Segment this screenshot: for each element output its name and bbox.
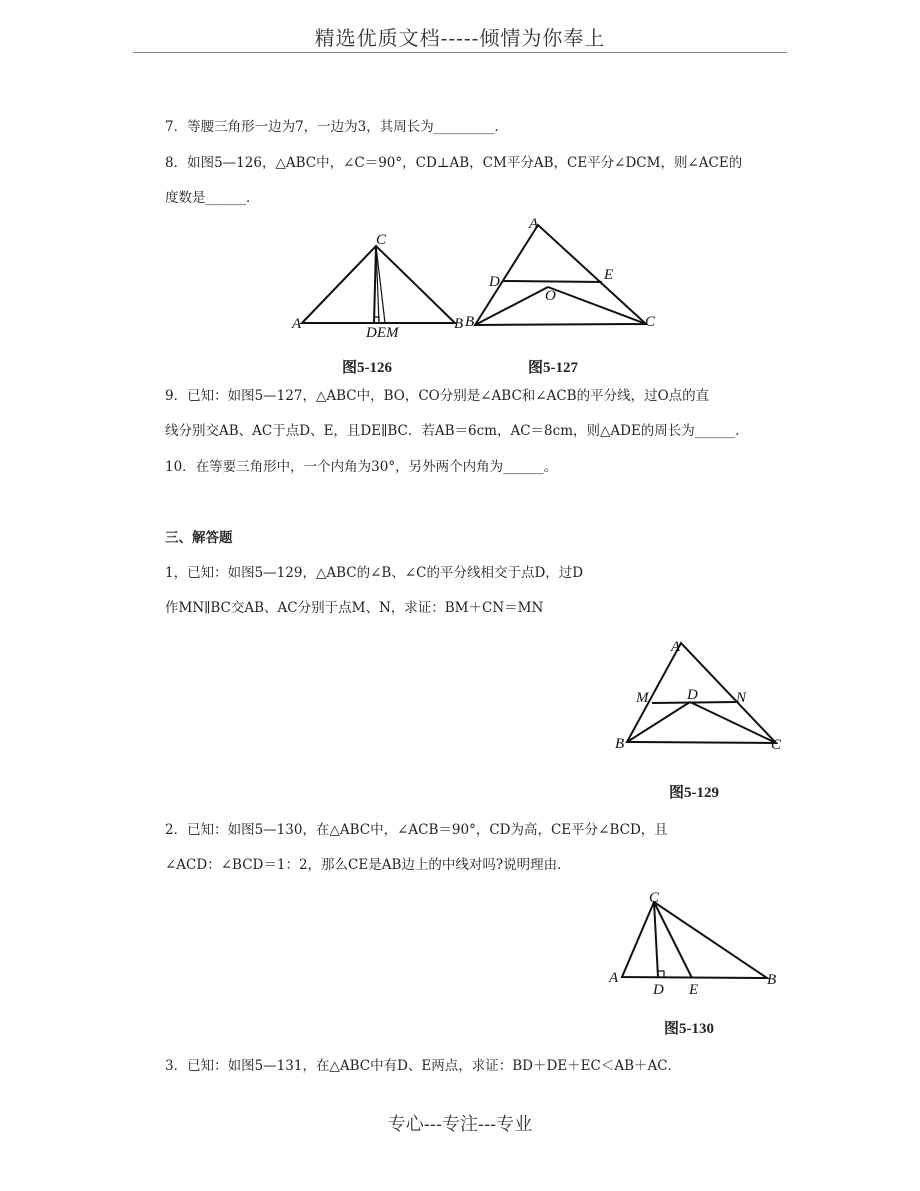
label-b: B (454, 316, 464, 332)
answer-2-line1: 2．已知：如图5—130，在△ABC中，∠ACB＝90°，CD为高，CE平分∠BCD，且 (165, 822, 668, 838)
segment-bd (627, 702, 690, 742)
segment-cd (690, 702, 776, 743)
caption-5-129: 图5-129 (669, 785, 719, 801)
label-a: A (609, 970, 619, 986)
triangle-abc (622, 902, 767, 978)
label-b: B (615, 736, 625, 752)
label-e: E (689, 982, 699, 998)
question-7: 7．等腰三角形一边为7，一边为3，其周长为_________． (165, 119, 509, 135)
caption-5-130: 图5-130 (664, 1021, 714, 1037)
label-c: C (645, 314, 656, 330)
question-8-line2: 度数是______． (165, 190, 260, 206)
label-dem: DEM (366, 325, 399, 341)
label-a: A (529, 216, 539, 232)
label-c: C (649, 890, 660, 906)
label-d: D (489, 274, 500, 290)
triangle-abc (475, 225, 646, 325)
label-a: A (671, 639, 681, 655)
figure-5-130 (605, 888, 795, 1003)
question-9-line2: 线分别交AB、AC于点D、E，且DE∥BC．若AB＝6cm，AC＝8cm，则△ADE的周长为______． (165, 423, 749, 439)
label-m: M (636, 690, 649, 706)
segment-cd (654, 902, 658, 977)
label-b: B (465, 314, 475, 330)
question-10: 10．在等要三角形中，一个内角为30°，另外两个内角为______。 (165, 459, 558, 475)
question-9-line1: 9．已知：如图5—127，△ABC中，BO，CO分别是∠ABC和∠ACB的平分线，过O点的直 (165, 388, 710, 404)
label-n: N (736, 690, 747, 706)
section-3-heading: 三、解答题 (165, 530, 233, 546)
figure-5-126 (290, 230, 470, 345)
segment-co (548, 287, 646, 324)
label-d: D (687, 687, 698, 703)
answer-2-line2: ∠ACD：∠BCD＝1：2，那么CE是AB边上的中线对吗?说明理由． (165, 857, 571, 873)
segment-de (502, 281, 602, 282)
segment-cd (374, 246, 376, 323)
label-c: C (771, 737, 782, 753)
answer-1-line1: 1，已知：如图5—129，△ABC的∠B、∠C的平分线相交于点D，过D (165, 565, 584, 581)
label-a: A (292, 316, 302, 332)
label-b: B (767, 972, 777, 988)
label-o: O (545, 288, 556, 304)
segment-ce (654, 902, 692, 978)
caption-5-127: 图5-127 (528, 360, 578, 376)
page-footer-text: 专心---专注---专业 (387, 1114, 533, 1135)
answer-1-line2: 作MN∥BC交AB、AC分别于点M、N，求证：BM＋CN＝MN (165, 600, 544, 616)
question-8-line1: 8．如图5—126，△ABC中，∠C＝90°，CD⊥AB，CM平分AB，CE平分∠DCM，则∠ACE的 (165, 155, 743, 171)
label-c: C (376, 232, 387, 248)
figure-5-127 (465, 212, 675, 337)
header-divider (133, 52, 787, 53)
answer-3-line1: 3．已知：如图5—131，在△ABC中有D、E两点，求证：BD＋DE＋EC＜AB＋AC． (165, 1058, 682, 1074)
label-d: D (653, 982, 664, 998)
page-header-title: 精选优质文档-----倾情为你奉上 (314, 26, 606, 50)
label-e: E (604, 267, 614, 283)
figure-5-129 (612, 636, 792, 756)
caption-5-126: 图5-126 (342, 360, 392, 376)
